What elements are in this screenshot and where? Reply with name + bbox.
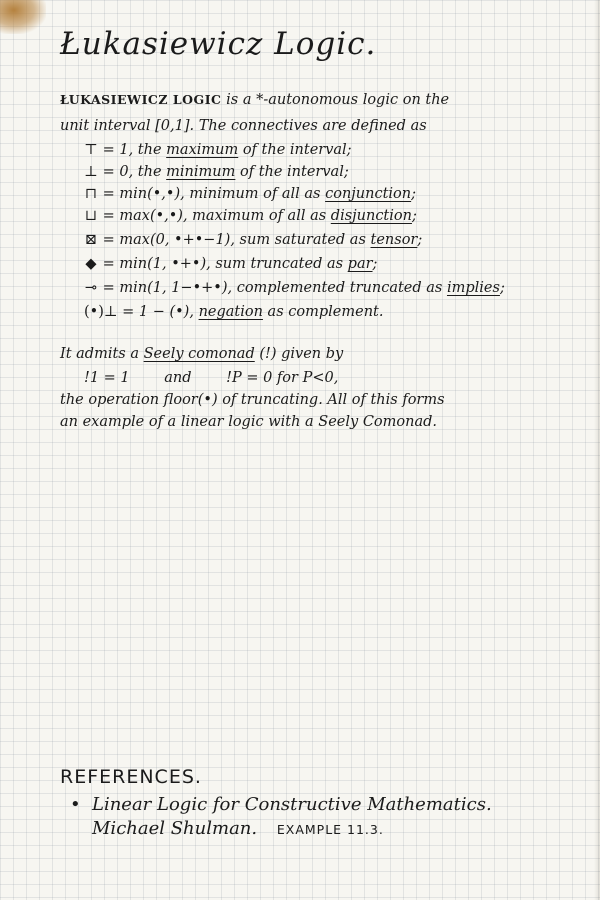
connective-text: = 1, the bbox=[102, 142, 167, 158]
reference-example: EXAMPLE 11.3. bbox=[276, 822, 384, 837]
comonad-formula-b: !P = 0 for P<0, bbox=[226, 370, 339, 386]
top-symbol: ⊤ bbox=[84, 142, 98, 158]
connective-text: = min(•,•), minimum of all as bbox=[102, 186, 326, 202]
comonad-line-4: an example of a linear logic with a Seely Comonad. bbox=[60, 414, 437, 430]
connective-par bbox=[84, 256, 377, 272]
connective-text: = max(0, •+•−1), sum saturated as bbox=[102, 232, 371, 248]
comonad-line-1 bbox=[60, 346, 343, 362]
connective-text: ; bbox=[411, 186, 417, 202]
reference-author: Michael Shulman. bbox=[92, 818, 258, 839]
comonad-term: Seely comonad bbox=[143, 346, 255, 362]
intro-term: ŁUKASIEWICZ LOGIC bbox=[60, 92, 222, 107]
connective-term: disjunction bbox=[330, 208, 412, 224]
negation-symbol: (•)⊥ bbox=[84, 304, 118, 320]
comonad-formula-a: !1 = 1 bbox=[84, 370, 130, 386]
connective-text: ; bbox=[417, 232, 423, 248]
corner-stain bbox=[0, 0, 46, 34]
connective-text: = min(1, •+•), sum truncated as bbox=[102, 256, 348, 272]
connective-text: ; bbox=[372, 256, 378, 272]
intro-line-2: unit interval [0,1]. The connectives are defined as bbox=[60, 118, 427, 134]
connective-bottom bbox=[84, 164, 349, 180]
connective-text: of the interval; bbox=[235, 164, 349, 180]
connective-top bbox=[84, 142, 352, 158]
connective-term: par bbox=[347, 256, 373, 272]
connective-term: negation bbox=[198, 304, 263, 320]
connective-text: as complement. bbox=[262, 304, 384, 320]
comonad-text: It admits a bbox=[60, 346, 144, 362]
par-symbol: ◆ bbox=[85, 256, 97, 272]
lollipop-symbol: ⊸ bbox=[84, 280, 98, 296]
connective-text: = max(•,•), maximum of all as bbox=[102, 208, 331, 224]
connective-term: tensor bbox=[370, 232, 418, 248]
reference-bullet: • bbox=[70, 794, 81, 815]
connective-text: of the interval; bbox=[238, 142, 352, 158]
connective-term: conjunction bbox=[325, 186, 412, 202]
connective-text: ; bbox=[499, 280, 505, 296]
comonad-and: and bbox=[164, 370, 192, 386]
connective-join bbox=[84, 208, 417, 224]
connective-tensor bbox=[84, 232, 422, 248]
intro-line-1-rest: is a *-autonomous logic on the bbox=[226, 92, 450, 108]
connective-term: minimum bbox=[166, 164, 236, 180]
comonad-line-2 bbox=[84, 370, 338, 386]
connective-meet bbox=[84, 186, 416, 202]
references-heading: REFERENCES. bbox=[60, 766, 202, 788]
page-title: Łukasiewicz Logic. bbox=[60, 26, 377, 62]
connective-text: = 1 − (•), bbox=[122, 304, 199, 320]
connective-text: = 0, the bbox=[102, 164, 167, 180]
bottom-symbol: ⊥ bbox=[84, 164, 98, 180]
connective-text: = min(1, 1−•+•), complemented truncated as bbox=[102, 280, 447, 296]
connective-implies bbox=[84, 280, 505, 296]
comonad-text: (!) given by bbox=[254, 346, 344, 362]
intro-line-1 bbox=[60, 92, 449, 108]
page-edge-shadow bbox=[594, 0, 600, 900]
connective-term: maximum bbox=[166, 142, 239, 158]
connective-text: ; bbox=[411, 208, 417, 224]
connective-term: implies bbox=[446, 280, 500, 296]
comonad-line-3: the operation floor(•) of truncating. All of this forms bbox=[60, 392, 445, 408]
reference-author-line bbox=[92, 818, 384, 839]
connective-negation bbox=[84, 304, 383, 320]
meet-symbol: ⊓ bbox=[84, 186, 98, 202]
reference-title: Linear Logic for Constructive Mathematics. bbox=[92, 794, 492, 815]
join-symbol: ⊔ bbox=[84, 208, 98, 224]
tensor-symbol: ⊠ bbox=[84, 232, 98, 248]
